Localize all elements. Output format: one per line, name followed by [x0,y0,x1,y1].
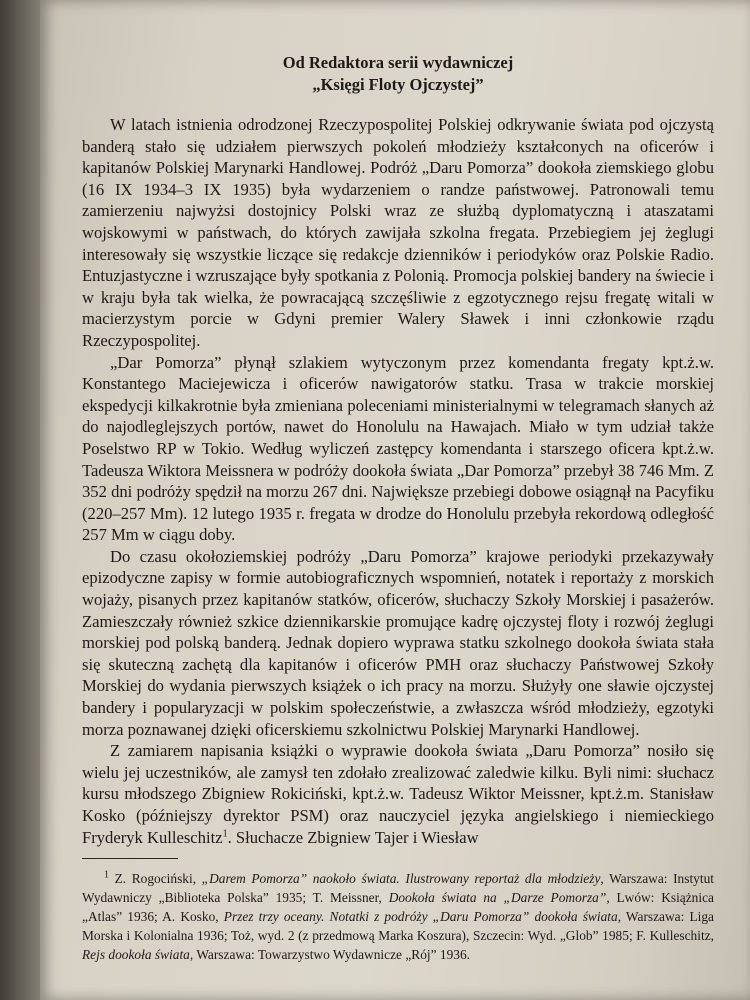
footnote-title-3: Przez trzy oceany. Notatki z podróży „Daru Pomorza” dookoła świata [223,909,618,925]
footnote-seg-3: , Lwów: Książnica „Atlas” 1936; A. Kosko, [82,890,714,925]
paragraph-4 [82,740,714,848]
paragraph-2: „Dar Pomorza” płynął szlakiem wytyczonym przez komendanta fregaty kpt.ż.w. Konstantego Maciejewicza i oficerów nawigatorów statku. Trasa w trakcie morskiej ekspedycji kilkakrotnie była zmieniana poleceniami ministerialnymi w telegramach słanych aż do najodleglejszych portów, nawet do Honolulu na Hawajach. Miało w tym udział także Poselstwo RP w Tokio. Według wyliczeń zastępcy komendanta i starszego oficera kpt.ż.w. Tadeusza Wiktora Meissnera w podróży dookoła świata „Dar Pomorza” przebył 38 746 Mm. Z 352 dni podróży spędził na morzu 267 dni. Największe przebiegi dobowe osiągnął na Pacyfiku (220–257 Mm). 12 lutego 1935 r. fregata w drodze do Honolulu przebyła rekordową odległość 257 Mm w ciągu doby. [82,352,714,545]
footnote-title-1: „Darem Pomorza” naokoło świata. Ilustrowany reportaż dla młodzieży [201,871,601,887]
footnote-seg-1: Z. Rogociński, [109,871,202,887]
footnote-reference: 1 [222,828,228,840]
footnote-seg-4: , Warszawa: Liga Morska i Kolonialna 1936; Toż, wyd. 2 (z przedmową Marka Koszura), Szczecin: Wyd. „Glob” 1985; F. Kulleschitz, [82,909,715,944]
book-page [40,0,750,1000]
heading-line-1: Od Redaktora serii wydawniczej [282,53,514,72]
footnote-seg-2: , Warszawa: Instytut Wydawniczy „Biblioteka Polska” 1935; T. Meissner, [82,871,714,906]
paragraph-4-tail: . Słuchacze Zbigniew Tajer i Wiesław [227,827,479,847]
footnote [82,869,714,964]
footnote-number: 1 [104,869,109,881]
footnote-seg-5: , Warszawa: Towarzystwo Wydawnicze „Rój” 1936. [189,947,471,963]
paragraph-1: W latach istnienia odrodzonej Rzeczypospolitej Polskiej odkrywanie świata pod ojczystą banderą stało się udziałem pierwszych pokoleń młodzieży kształconych na oficerów i kapitanów Polskiej Marynarki Handlowej. Podróż „Daru Pomorza” dookoła ziemskiego globu (16 IX 1934–3 IX 1935) była wydarzeniem o randze państwowej. Patronowali temu zamierzeniu najwyżsi dostojnicy Polski wraz ze służbą dyplomatyczną i ataszatami wojskowymi w państwach, do których zawijała szkolna fregata. Przebiegiem jej żeglugi interesowały się wszystkie liczące się redakcje dzienników i periodyków oraz Polskie Radio. Entuzjastyczne i wzruszające były spotkania z Polonią. Promocja polskiej bandery na świecie i w kraju była tak wielka, że powracającą szczęśliwie z egzotycznego rejsu fregatę witali w macierzystym porcie w Gdyni premier Walery Sławek i inni członkowie rządu Rzeczypospolitej. [82,115,714,350]
body-text [82,114,714,848]
page-content [82,52,714,964]
page-heading [82,52,714,96]
paragraph-4-text: Z zamiarem napisania książki o wyprawie dookoła świata „Daru Pomorza” nosiło się wielu jej uczestników, ale zamysł ten zdołało zrealizować zaledwie kilku. Byli nimi: słuchacz kursu młodszego Zbigniew Rokiciński, kpt.ż.w. Tadeusz Wiktor Meissner, kpt.ż.m. Stanisław Kosko (późniejszy dyrektor PSM) oraz nauczyciel języka angielskiego i niemieckiego Fryderyk Kulleschitz [82,741,714,847]
footnote-title-4: Rejs dookoła świata [82,947,190,963]
footnote-divider [82,858,178,859]
heading-line-2: „Księgi Floty Ojczystej” [312,75,484,94]
paragraph-3: Do czasu okołoziemskiej podróży „Daru Pomorza” krajowe periodyki przekazywały epizodyczne zapisy w formie autobiograficznych wspomnień, notatek i reportaży z morskich wojaży, pisanych przez kapitanów statków, oficerów, słuchaczy Szkoły Morskiej i pasażerów. Zamieszczały również szkice dziennikarskie promujące kadrę ojczystej floty i rozwój żeglugi morskiej pod polską banderą. Jednak dopiero wyprawa statku szkolnego dookoła świata stała się skuteczną zachętą dla kapitanów i oficerów PMH oraz słuchaczy Państwowej Szkoły Morskiej do wydania pierwszych książek o ich pracy na morzu. Służyły one sławie ojczystej bandery i popularyzacji w polskim społeczeństwie, a zwłaszcza wśród młodzieży, egzotyki morza poznawanej dzięki oficerskiemu szkolnictwu Polskiej Marynarki Handlowej. [82,546,714,739]
footnote-title-2: Dookoła świata na „Darze Pomorza” [388,890,607,906]
